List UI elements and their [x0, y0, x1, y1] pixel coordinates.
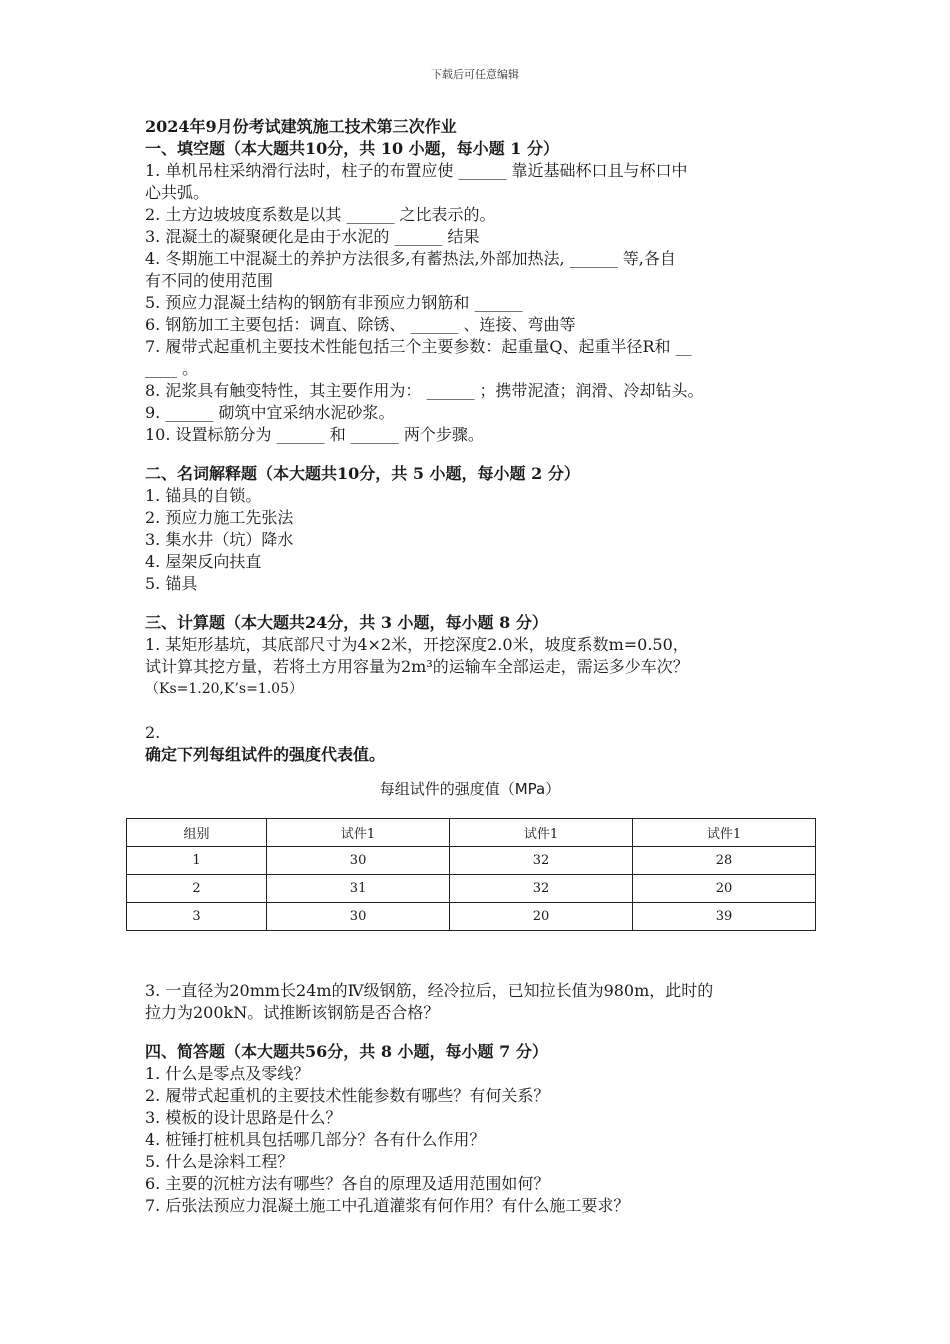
- term-line: 3. 集水井（坑）降水: [145, 530, 294, 549]
- term-line: 2. 预应力施工先张法: [145, 508, 294, 527]
- fill-line: 9. ______ 砌筑中宜采纳水泥砂浆。: [145, 403, 395, 422]
- term-line: 4. 屋架反向扶直: [145, 552, 262, 571]
- table-cell: 2: [127, 875, 267, 903]
- document-body: [145, 116, 825, 815]
- table-row: [127, 847, 816, 875]
- short-line: 6. 主要的沉桩方法有哪些？各自的原理及适用范围如何？: [145, 1174, 550, 1193]
- calc-q1-line: 试计算其挖方量，若将土方用容量为2m³的运输车全部运走，需运多少车次？: [145, 657, 689, 676]
- table-cell: 32: [450, 847, 633, 875]
- calc-q3-line: 3. 一直径为20mm长24m的Ⅳ级钢筋，经冷拉后，已知拉长值为980m，此时的: [145, 981, 714, 1000]
- document-body-lower: [145, 980, 825, 1217]
- calc-q1-line: （Ks=1.20,K’s=1.05）: [145, 681, 303, 697]
- section-heading-short: 四、简答题（本大题共56分，共 8 小题，每小题 7 分）: [145, 1042, 548, 1061]
- table-header-cell: 试件1: [267, 819, 450, 847]
- calc-q2-prompt: 确定下列每组试件的强度代表值。: [145, 745, 386, 764]
- table-header-cell: 试件1: [633, 819, 816, 847]
- fill-line: 1. 单机吊柱采纳滑行法时，柱子的布置应使 ______ 靠近基础杯口且与杯口中: [145, 161, 688, 180]
- calc-q3-line: 拉力为200kN。试推断该钢筋是否合格？: [145, 1003, 440, 1022]
- fill-line: ____ 。: [145, 359, 199, 378]
- short-line: 1. 什么是零点及零线？: [145, 1064, 310, 1083]
- term-questions: [145, 485, 825, 595]
- table-row: [127, 875, 816, 903]
- fill-line: 6. 钢筋加工主要包括：调直、除锈、 ______ 、连接、弯曲等: [145, 315, 576, 334]
- fill-line: 2. 土方边坡坡度系数是以其 ______ 之比表示的。: [145, 205, 496, 224]
- section-heading-terms: 二、名词解释题（本大题共10分，共 5 小题，每小题 2 分）: [145, 464, 580, 483]
- table-cell: 20: [633, 875, 816, 903]
- short-line: 7. 后张法预应力混凝土施工中孔道灌浆有何作用？有什么施工要求？: [145, 1196, 630, 1215]
- table-header-cell: 组别: [127, 819, 267, 847]
- table-cell: 31: [267, 875, 450, 903]
- fill-line: 8. 泥浆具有触变特性，其主要作用为： ______ ；携带泥渣；润滑、冷却钻头。: [145, 381, 704, 400]
- table-row: [127, 903, 816, 931]
- fill-line: 10. 设置标筋分为 ______ 和 ______ 两个步骤。: [145, 425, 484, 444]
- short-line: 4. 桩锤打桩机具包括哪几部分？各有什么作用？: [145, 1130, 486, 1149]
- calc-q2-number: 2.: [145, 723, 161, 742]
- term-line: 5. 锚具: [145, 574, 198, 593]
- table-cell: 32: [450, 875, 633, 903]
- table-cell: 28: [633, 847, 816, 875]
- table-header-row: [127, 819, 816, 847]
- short-questions: [145, 1063, 825, 1217]
- fill-line: 5. 预应力混凝土结构的钢筋有非预应力钢筋和 ______: [145, 293, 523, 312]
- table-cell: 39: [633, 903, 816, 931]
- document-title: 2024年9月份考试建筑施工技术第三次作业: [145, 117, 457, 136]
- fill-line: 有不同的使用范围: [145, 271, 274, 290]
- term-line: 1. 锚具的自锁。: [145, 486, 262, 505]
- fill-line: 4. 冬期施工中混凝土的养护方法很多,有蓄热法,外部加热法, ______ 等,各自: [145, 249, 676, 268]
- section-heading-fill: 一、填空题（本大题共10分，共 10 小题，每小题 1 分）: [145, 139, 559, 158]
- table-cell: 30: [267, 903, 450, 931]
- fill-questions: [145, 160, 825, 446]
- fill-line: 3. 混凝土的凝聚硬化是由于水泥的 ______ 结果: [145, 227, 480, 246]
- short-line: 2. 履带式起重机的主要技术性能参数有哪些？有何关系？: [145, 1086, 550, 1105]
- short-line: 3. 模板的设计思路是什么？: [145, 1108, 342, 1127]
- table-cell: 30: [267, 847, 450, 875]
- short-line: 5. 什么是涂料工程？: [145, 1152, 294, 1171]
- table-cell: 3: [127, 903, 267, 931]
- calc-q1-line: 1. 某矩形基坑，其底部尺寸为4×2米，开挖深度2.0米，坡度系数m=0.50，: [145, 635, 689, 654]
- table-cell: 1: [127, 847, 267, 875]
- fill-line: 7. 履带式起重机主要技术性能包括三个主要参数：起重量Q、起重半径R和 __: [145, 337, 692, 356]
- strength-table: [126, 818, 816, 931]
- table-cell: 20: [450, 903, 633, 931]
- fill-line: 心共弧。: [145, 183, 210, 202]
- section-heading-calc: 三、计算题（本大题共24分，共 3 小题，每小题 8 分）: [145, 613, 548, 632]
- table-caption: 每组试件的强度值（MPa）: [379, 780, 561, 798]
- header-note: 下载后可任意编辑: [431, 68, 519, 81]
- table-header-cell: 试件1: [450, 819, 633, 847]
